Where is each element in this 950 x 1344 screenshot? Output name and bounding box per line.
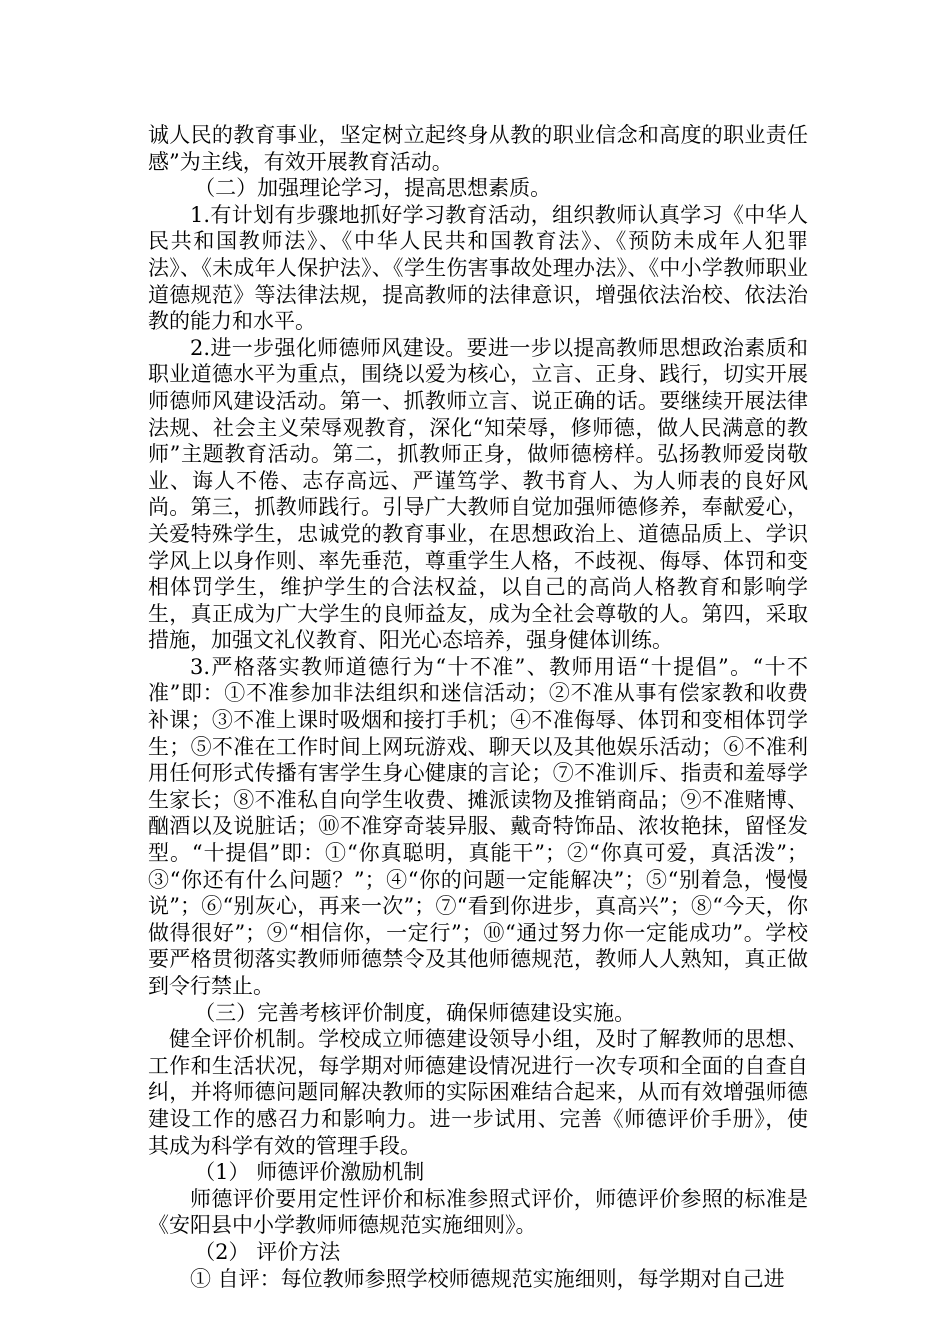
paragraph-item-2: 2.进一步强化师德师风建设。要进一步以提高教师思想政治素质和职业道德水平为重点，围绕以爱为核心，立言、正身、践行，切实开展师德师风建设活动。第一、抓教师立言、说正确的话。要继续开展法律法规、社会主义荣辱观教育，深化“知荣辱，修师德，做人民满意的教师”主题教育活动。第二，抓教师正身，做师德榜样。弘扬教师爱岗敬业、诲人不倦、志存高远、严谨笃学、教书育人、为人师表的良好风尚。第三，抓教师践行。引导广大教师自觉加强师德修养，奉献爱心，关爱特殊学生，忠诚党的教育事业，在思想政治上、道德品质上、学识学风上以身作则、率先垂范，尊重学生人格，不歧视、侮辱、体罚和变相体罚学生，维护学生的合法权益，以自己的高尚人格教育和影响学生，真正成为广大学生的良师益友，成为全社会尊敬的人。第四，采取措施，加强文礼仪教育、阳光心态培养，强身健体训练。 — [148, 335, 808, 653]
paragraph-self-evaluation: ① 自评：每位教师参照学校师德规范实施细则，每学期对自己进 — [190, 1266, 785, 1291]
section-heading-3: （三）完善考核评价制度，确保师德建设实施。 — [194, 1000, 636, 1025]
subheading-incentive: （1） 师德评价激励机制 — [194, 1160, 425, 1185]
document-body — [148, 122, 808, 1292]
paragraph-item-3: 3.严格落实教师道德行为“十不准”、教师用语“十提倡”。“十不准”即：①不准参加非法组织和迷信活动；②不准从事有偿家教和收费补课；③不准上课时吸烟和接打手机；④不准侮辱、体罚和变相体罚学生；⑤不准在工作时间上网玩游戏、聊天以及其他娱乐活动；⑥不准利用任何形式传播有害学生身心健康的言论；⑦不准训斥、指责和羞辱学生家长；⑧不准私自向学生收费、摊派读物及推销商品；⑨不准赌博、酗酒以及说脏话；⑩不准穿奇装异服、戴奇特饰品、浓妆艳抹，留怪发型。“十提倡”即：①“你真聪明，真能干”；②“你真可爱，真活泼”；③“你还有什么问题？”；④“你的问题一定能解决”；⑤“别着急，慢慢说”；⑥“别灰心，再来一次”；⑦“看到你进步，真高兴”；⑧“今天，你做得很好”；⑨“相信你，一定行”；⑩“通过努力你一定能成功”。学校要严格贯彻落实教师师德禁令及其他师德规范，教师人人熟知，真正做到令行禁止。 — [148, 654, 808, 998]
subheading-methods: （2） 评价方法 — [194, 1239, 341, 1264]
paragraph-evaluation-mechanism: 健全评价机制。学校成立师德建设领导小组，及时了解教师的思想、工作和生活状况，每学期对师德建设情况进行一次专项和全面的自查自纠，并将师德问题同解决教师的实际困难结合起来，从而有效增强师德建设工作的感召力和影响力。进一步试用、完善《师德评价手册》，使其成为科学有效的管理手段。 — [148, 1027, 808, 1158]
paragraph-item-1: 1.有计划有步骤地抓好学习教育活动，组织教师认真学习《中华人民共和国教师法》、《中华人民共和国教育法》、《预防未成年人犯罪法》、《未成年人保护法》、《学生伤害事故处理办法》、《中小学教师职业道德规范》等法律法规，提高教师的法律意识，增强依法治校、依法治教的能力和水平。 — [148, 202, 808, 334]
paragraph-evaluation-standard: 师德评价要用定性评价和标准参照式评价，师德评价参照的标准是《安阳县中小学教师师德规范实施细则》。 — [148, 1186, 808, 1238]
section-heading-2: （二）加强理论学习，提高思想素质。 — [194, 176, 552, 201]
paragraph-continuation: 诚人民的教育事业，坚定树立起终身从教的职业信念和高度的职业责任感”为主线，有效开展教育活动。 — [148, 123, 808, 174]
